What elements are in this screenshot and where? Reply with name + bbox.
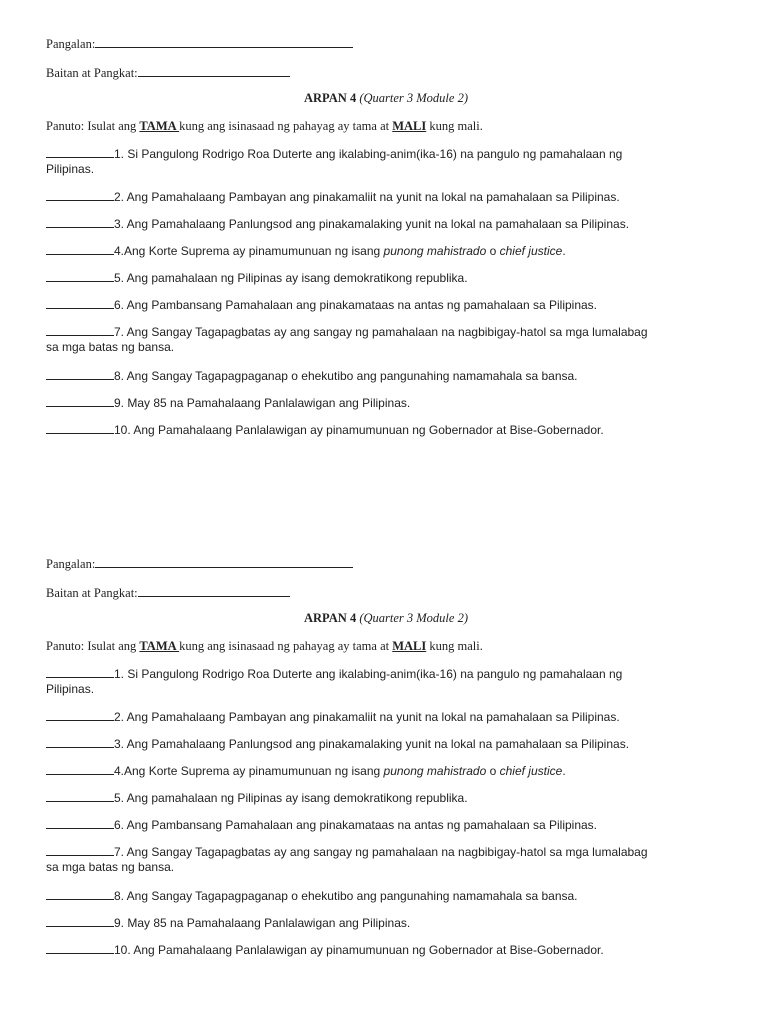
item-3 bbox=[46, 216, 629, 232]
answer-blank-8[interactable] bbox=[46, 888, 114, 900]
item-6 bbox=[46, 297, 597, 313]
item-10 bbox=[46, 422, 604, 438]
mali-keyword: MALI bbox=[392, 639, 427, 653]
item-9 bbox=[46, 915, 410, 931]
item-8-text: 8. Ang Sangay Tagapagpaganap o ehekutibo ang pangunahing namamahala sa bansa. bbox=[114, 889, 578, 903]
item-8 bbox=[46, 368, 578, 384]
item-3 bbox=[46, 736, 629, 752]
instructions-prefix: Panuto: Isulat ang bbox=[46, 639, 140, 653]
answer-blank-1[interactable] bbox=[46, 146, 114, 158]
title-module: (Quarter 3 Module 2) bbox=[359, 611, 468, 625]
grade-row bbox=[46, 65, 290, 81]
item-10 bbox=[46, 942, 604, 958]
title-module: (Quarter 3 Module 2) bbox=[359, 91, 468, 105]
answer-blank-5[interactable] bbox=[46, 790, 114, 802]
item-2-text: 2. Ang Pamahalaang Pambayan ang pinakamaliit na yunit na lokal na pamahalaan sa Pilipinas. bbox=[114, 190, 620, 204]
item-7-cont bbox=[46, 340, 174, 355]
grade-field[interactable] bbox=[138, 65, 290, 77]
item-4-term-2: chief justice bbox=[499, 244, 563, 258]
worksheet-title bbox=[46, 611, 726, 626]
name-field[interactable] bbox=[95, 36, 353, 48]
name-label: Pangalan: bbox=[46, 557, 96, 571]
name-row bbox=[46, 556, 353, 572]
item-4-term-1: punong mahistrado bbox=[383, 764, 487, 778]
item-1 bbox=[46, 146, 622, 162]
item-8 bbox=[46, 888, 578, 904]
item-4-conj: o bbox=[486, 244, 500, 258]
item-1-cont bbox=[46, 162, 94, 177]
item-9-text: 9. May 85 na Pamahalaang Panlalawigan ang Pilipinas. bbox=[114, 916, 411, 930]
item-4 bbox=[46, 243, 566, 259]
title-subject: ARPAN 4 bbox=[304, 611, 357, 625]
item-7-text-cont: sa mga batas ng bansa. bbox=[46, 340, 175, 354]
answer-blank-9[interactable] bbox=[46, 395, 114, 407]
grade-label: Baitan at Pangkat: bbox=[46, 66, 138, 80]
item-4 bbox=[46, 763, 566, 779]
answer-blank-4[interactable] bbox=[46, 763, 114, 775]
answer-blank-5[interactable] bbox=[46, 270, 114, 282]
item-9-text: 9. May 85 na Pamahalaang Panlalawigan ang Pilipinas. bbox=[114, 396, 411, 410]
answer-blank-7[interactable] bbox=[46, 324, 114, 336]
item-9 bbox=[46, 395, 410, 411]
item-7-cont bbox=[46, 860, 174, 875]
answer-blank-7[interactable] bbox=[46, 844, 114, 856]
item-6 bbox=[46, 817, 597, 833]
answer-blank-3[interactable] bbox=[46, 736, 114, 748]
item-5-text: 5. Ang pamahalaan ng Pilipinas ay isang demokratikong republika. bbox=[114, 791, 468, 805]
item-7 bbox=[46, 844, 648, 860]
item-5 bbox=[46, 270, 468, 286]
item-1-text: 1. Si Pangulong Rodrigo Roa Duterte ang ikalabing-anim(ika-16) na pangulo ng pamahalaan ng bbox=[114, 147, 623, 161]
item-7-text: 7. Ang Sangay Tagapagbatas ay ang sangay ng pamahalaan na nagbibigay-hatol sa mga lumalabag bbox=[114, 325, 648, 339]
item-7-text-cont: sa mga batas ng bansa. bbox=[46, 860, 175, 874]
answer-blank-6[interactable] bbox=[46, 817, 114, 829]
item-4-term-1: punong mahistrado bbox=[383, 244, 487, 258]
item-7 bbox=[46, 324, 648, 340]
answer-blank-6[interactable] bbox=[46, 297, 114, 309]
grade-field[interactable] bbox=[138, 585, 290, 597]
grade-label: Baitan at Pangkat: bbox=[46, 586, 138, 600]
instructions-suffix: kung mali. bbox=[426, 639, 483, 653]
item-6-text: 6. Ang Pambansang Pamahalaan ang pinakamataas na antas ng pamahalaan sa Pilipinas. bbox=[114, 818, 598, 832]
mali-keyword: MALI bbox=[392, 119, 427, 133]
item-2-text: 2. Ang Pamahalaang Pambayan ang pinakamaliit na yunit na lokal na pamahalaan sa Pilipinas. bbox=[114, 710, 620, 724]
instructions bbox=[46, 639, 483, 654]
answer-blank-1[interactable] bbox=[46, 666, 114, 678]
item-1 bbox=[46, 666, 622, 682]
item-10-text: 10. Ang Pamahalaang Panlalawigan ay pinamumunuan ng Gobernador at Bise-Gobernador. bbox=[114, 423, 604, 437]
item-8-text: 8. Ang Sangay Tagapagpaganap o ehekutibo ang pangunahing namamahala sa bansa. bbox=[114, 369, 578, 383]
item-10-text: 10. Ang Pamahalaang Panlalawigan ay pinamumunuan ng Gobernador at Bise-Gobernador. bbox=[114, 943, 604, 957]
answer-blank-2[interactable] bbox=[46, 709, 114, 721]
item-3-text: 3. Ang Pamahalaang Panlungsod ang pinakamalaking yunit na lokal na pamahalaan sa Pilipinas. bbox=[114, 217, 630, 231]
item-2 bbox=[46, 709, 620, 725]
title-subject: ARPAN 4 bbox=[304, 91, 357, 105]
instructions-prefix: Panuto: Isulat ang bbox=[46, 119, 140, 133]
item-4-text: 4.Ang Korte Suprema ay pinamumunuan ng isang bbox=[114, 764, 384, 778]
name-label: Pangalan: bbox=[46, 37, 96, 51]
answer-blank-10[interactable] bbox=[46, 422, 114, 434]
answer-blank-10[interactable] bbox=[46, 942, 114, 954]
item-1-text-cont: Pilipinas. bbox=[46, 682, 95, 696]
item-4-term-2: chief justice bbox=[499, 764, 563, 778]
item-4-period: . bbox=[562, 244, 566, 258]
item-3-text: 3. Ang Pamahalaang Panlungsod ang pinakamalaking yunit na lokal na pamahalaan sa Pilipinas. bbox=[114, 737, 630, 751]
instructions-middle: kung ang isinasaad ng pahayag ay tama at bbox=[179, 639, 393, 653]
answer-blank-2[interactable] bbox=[46, 189, 114, 201]
item-5 bbox=[46, 790, 468, 806]
answer-blank-9[interactable] bbox=[46, 915, 114, 927]
name-row bbox=[46, 36, 353, 52]
name-field[interactable] bbox=[95, 556, 353, 568]
item-7-text: 7. Ang Sangay Tagapagbatas ay ang sangay ng pamahalaan na nagbibigay-hatol sa mga lumalabag bbox=[114, 845, 648, 859]
answer-blank-4[interactable] bbox=[46, 243, 114, 255]
item-1-cont bbox=[46, 682, 94, 697]
item-6-text: 6. Ang Pambansang Pamahalaan ang pinakamataas na antas ng pamahalaan sa Pilipinas. bbox=[114, 298, 598, 312]
answer-blank-8[interactable] bbox=[46, 368, 114, 380]
instructions-suffix: kung mali. bbox=[426, 119, 483, 133]
instructions bbox=[46, 119, 483, 134]
grade-row bbox=[46, 585, 290, 601]
item-2 bbox=[46, 189, 620, 205]
tama-keyword: TAMA bbox=[139, 119, 180, 133]
item-5-text: 5. Ang pamahalaan ng Pilipinas ay isang demokratikong republika. bbox=[114, 271, 468, 285]
worksheet-title bbox=[46, 91, 726, 106]
item-4-conj: o bbox=[486, 764, 500, 778]
tama-keyword: TAMA bbox=[139, 639, 180, 653]
item-4-period: . bbox=[562, 764, 566, 778]
instructions-middle: kung ang isinasaad ng pahayag ay tama at bbox=[179, 119, 393, 133]
answer-blank-3[interactable] bbox=[46, 216, 114, 228]
item-1-text: 1. Si Pangulong Rodrigo Roa Duterte ang ikalabing-anim(ika-16) na pangulo ng pamahalaan ng bbox=[114, 667, 623, 681]
item-1-text-cont: Pilipinas. bbox=[46, 162, 95, 176]
item-4-text: 4.Ang Korte Suprema ay pinamumunuan ng isang bbox=[114, 244, 384, 258]
